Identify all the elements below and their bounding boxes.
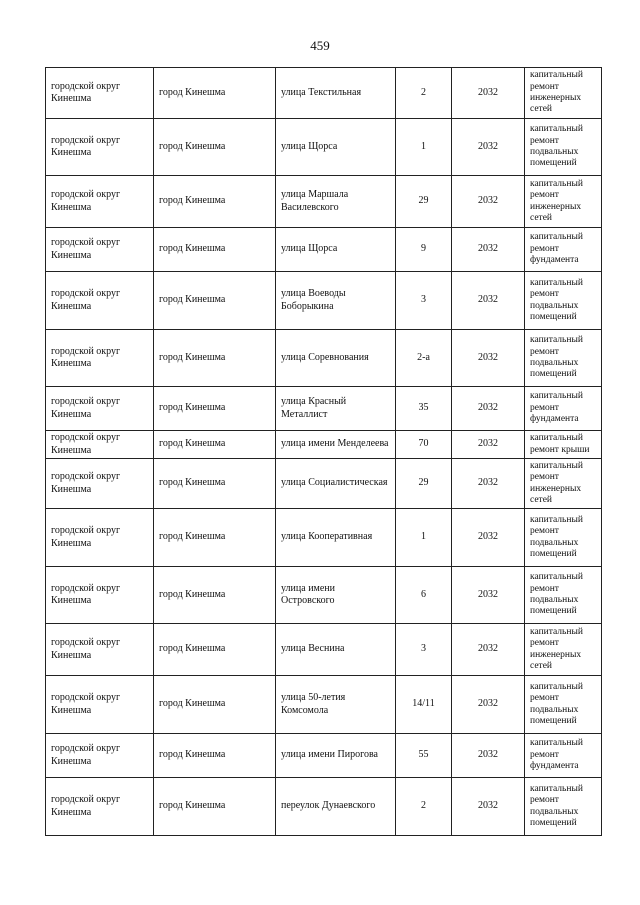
municipality-cell: городской округ Кинешма <box>46 509 154 567</box>
settlement-cell: город Кинешма <box>154 734 276 778</box>
municipality-cell: городской округ Кинешма <box>46 624 154 676</box>
settlement-cell: город Кинешма <box>154 778 276 836</box>
street-cell: улица Кооперативная <box>276 509 396 567</box>
municipality-cell: городской округ Кинешма <box>46 676 154 734</box>
street-cell: улица Щорса <box>276 228 396 272</box>
year-cell: 2032 <box>452 676 525 734</box>
year-cell: 2032 <box>452 624 525 676</box>
work-cell: капитальный ремонт фундамента <box>525 228 602 272</box>
year-cell: 2032 <box>452 734 525 778</box>
table-row <box>46 734 602 778</box>
street-cell: переулок Дунаевского <box>276 778 396 836</box>
street-cell: улица Воеводы Боборыкина <box>276 272 396 330</box>
work-cell: капитальный ремонт подвальных помещений <box>525 119 602 176</box>
year-cell: 2032 <box>452 330 525 387</box>
settlement-cell: город Кинешма <box>154 459 276 509</box>
house-cell: 2-а <box>396 330 452 387</box>
house-cell: 14/11 <box>396 676 452 734</box>
table-row <box>46 119 602 176</box>
table-row <box>46 176 602 228</box>
year-cell: 2032 <box>452 387 525 431</box>
page-number: 459 <box>310 38 330 53</box>
street-cell: улица Социалистическая <box>276 459 396 509</box>
year-cell: 2032 <box>452 459 525 509</box>
year-cell: 2032 <box>452 431 525 459</box>
table-row <box>46 272 602 330</box>
house-cell: 35 <box>396 387 452 431</box>
settlement-cell: город Кинешма <box>154 676 276 734</box>
table-row <box>46 330 602 387</box>
street-cell: улица имени Пирогова <box>276 734 396 778</box>
settlement-cell: город Кинешма <box>154 387 276 431</box>
settlement-cell: город Кинешма <box>154 509 276 567</box>
street-cell: улица Текстильная <box>276 68 396 119</box>
year-cell: 2032 <box>452 228 525 272</box>
work-cell: капитальный ремонт подвальных помещений <box>525 330 602 387</box>
work-cell: капитальный ремонт крыши <box>525 431 602 459</box>
street-cell: улица Веснина <box>276 624 396 676</box>
municipality-cell: городской округ Кинешма <box>46 119 154 176</box>
settlement-cell: город Кинешма <box>154 624 276 676</box>
house-cell: 6 <box>396 567 452 624</box>
table-row <box>46 624 602 676</box>
municipality-cell: городской округ Кинешма <box>46 778 154 836</box>
house-cell: 2 <box>396 68 452 119</box>
settlement-cell: город Кинешма <box>154 68 276 119</box>
work-cell: капитальный ремонт подвальных помещений <box>525 509 602 567</box>
table-row <box>46 431 602 459</box>
settlement-cell: город Кинешма <box>154 228 276 272</box>
street-cell: улица Красный Металлист <box>276 387 396 431</box>
work-cell: капитальный ремонт фундамента <box>525 387 602 431</box>
settlement-cell: город Кинешма <box>154 330 276 387</box>
house-cell: 3 <box>396 624 452 676</box>
municipality-cell: городской округ Кинешма <box>46 734 154 778</box>
house-cell: 29 <box>396 459 452 509</box>
work-cell: капитальный ремонт инженерных сетей <box>525 624 602 676</box>
year-cell: 2032 <box>452 176 525 228</box>
year-cell: 2032 <box>452 272 525 330</box>
table-row <box>46 228 602 272</box>
year-cell: 2032 <box>452 119 525 176</box>
street-cell: улица 50-летия Комсомола <box>276 676 396 734</box>
year-cell: 2032 <box>452 567 525 624</box>
table-row <box>46 509 602 567</box>
settlement-cell: город Кинешма <box>154 119 276 176</box>
year-cell: 2032 <box>452 509 525 567</box>
work-cell: капитальный ремонт подвальных помещений <box>525 272 602 330</box>
house-cell: 9 <box>396 228 452 272</box>
house-cell: 55 <box>396 734 452 778</box>
municipality-cell: городской округ Кинешма <box>46 387 154 431</box>
work-cell: капитальный ремонт инженерных сетей <box>525 68 602 119</box>
table-row <box>46 459 602 509</box>
table-row <box>46 567 602 624</box>
street-cell: улица Маршала Василевского <box>276 176 396 228</box>
house-cell: 1 <box>396 509 452 567</box>
table-body <box>46 68 602 836</box>
street-cell: улица имени Островского <box>276 567 396 624</box>
table-row <box>46 68 602 119</box>
table-row <box>46 676 602 734</box>
settlement-cell: город Кинешма <box>154 567 276 624</box>
municipality-cell: городской округ Кинешма <box>46 431 154 459</box>
housing-repair-table <box>45 67 602 836</box>
street-cell: улица Щорса <box>276 119 396 176</box>
work-cell: капитальный ремонт подвальных помещений <box>525 567 602 624</box>
house-cell: 3 <box>396 272 452 330</box>
settlement-cell: город Кинешма <box>154 431 276 459</box>
work-cell: капитальный ремонт подвальных помещений <box>525 778 602 836</box>
year-cell: 2032 <box>452 778 525 836</box>
table-row <box>46 778 602 836</box>
street-cell: улица имени Менделеева <box>276 431 396 459</box>
municipality-cell: городской округ Кинешма <box>46 330 154 387</box>
work-cell: капитальный ремонт подвальных помещений <box>525 676 602 734</box>
house-cell: 2 <box>396 778 452 836</box>
table-row <box>46 387 602 431</box>
municipality-cell: городской округ Кинешма <box>46 272 154 330</box>
municipality-cell: городской округ Кинешма <box>46 228 154 272</box>
municipality-cell: городской округ Кинешма <box>46 176 154 228</box>
house-cell: 29 <box>396 176 452 228</box>
year-cell: 2032 <box>452 68 525 119</box>
street-cell: улица Соревнования <box>276 330 396 387</box>
municipality-cell: городской округ Кинешма <box>46 459 154 509</box>
settlement-cell: город Кинешма <box>154 176 276 228</box>
municipality-cell: городской округ Кинешма <box>46 567 154 624</box>
house-cell: 70 <box>396 431 452 459</box>
house-cell: 1 <box>396 119 452 176</box>
work-cell: капитальный ремонт фундамента <box>525 734 602 778</box>
settlement-cell: город Кинешма <box>154 272 276 330</box>
municipality-cell: городской округ Кинешма <box>46 68 154 119</box>
work-cell: капитальный ремонт инженерных сетей <box>525 459 602 509</box>
work-cell: капитальный ремонт инженерных сетей <box>525 176 602 228</box>
